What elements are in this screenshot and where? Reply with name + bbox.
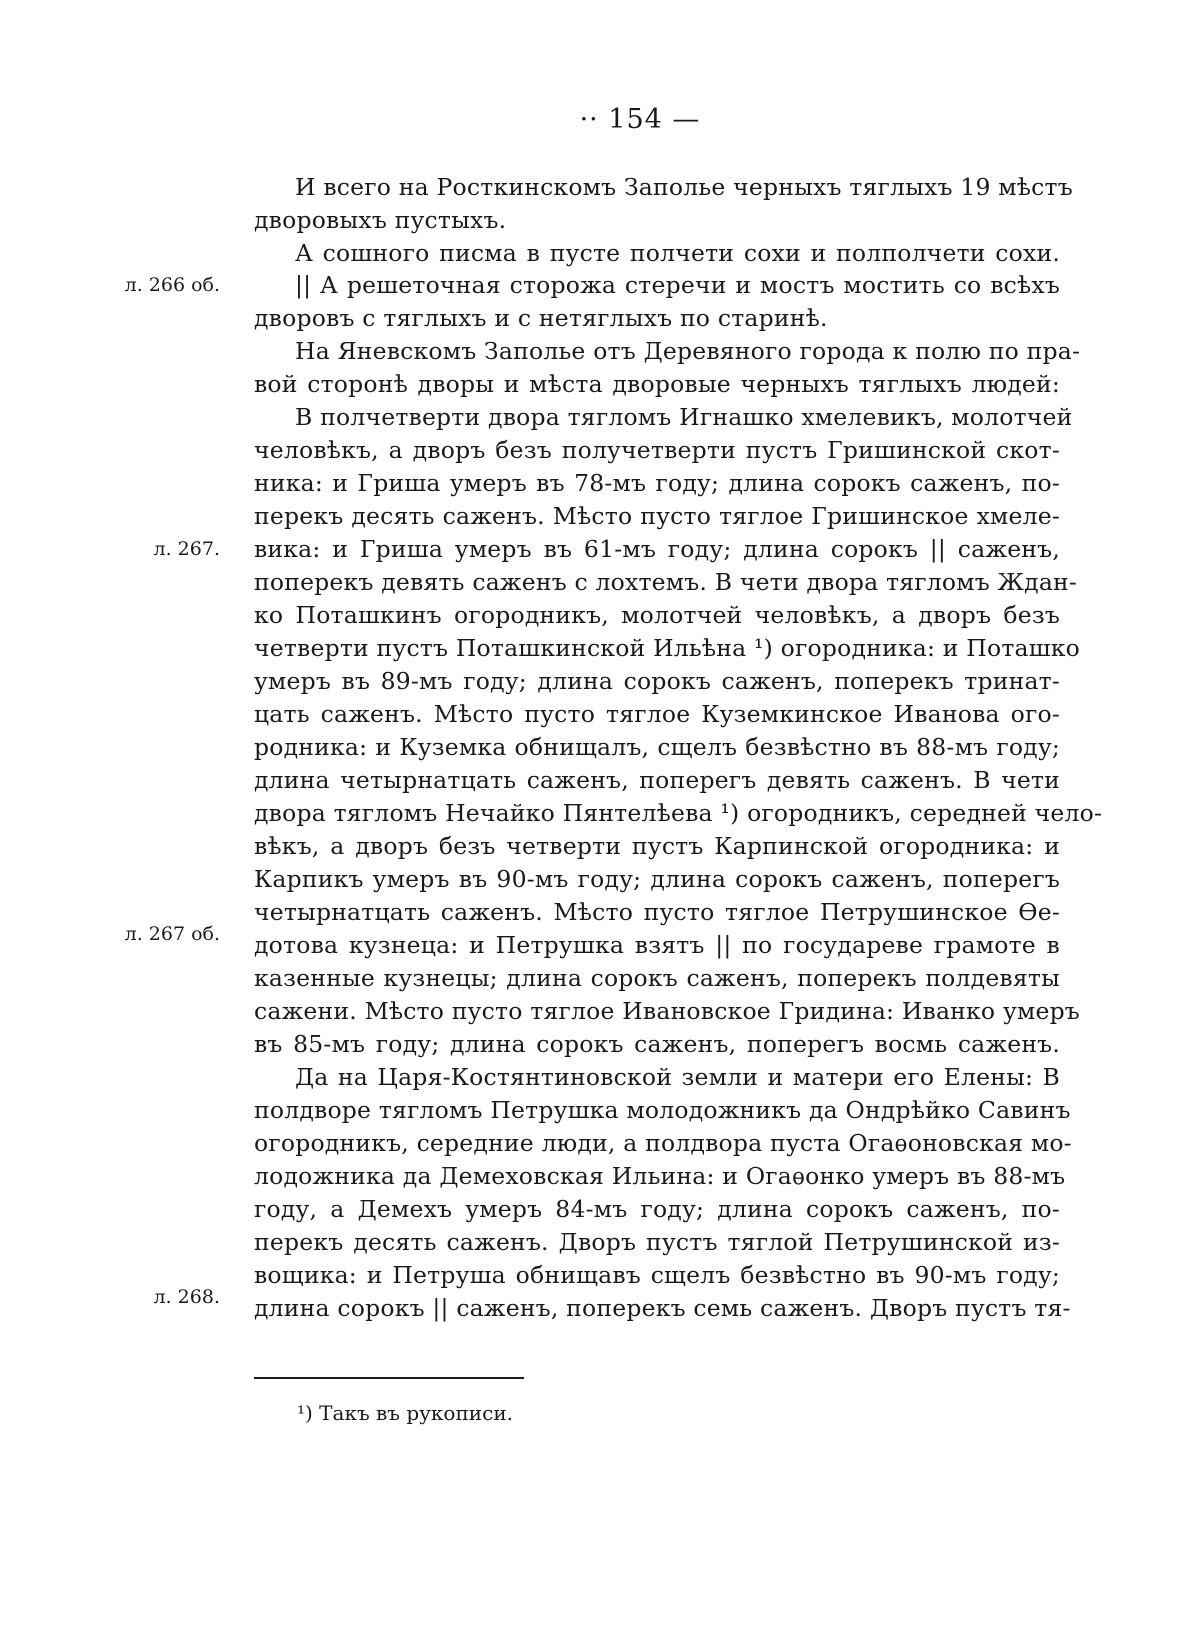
margin-note-folio: л. 268.: [153, 1286, 220, 1308]
text-line: цать саженъ. Мѣсто пусто тяглое Куземкинское Иванова ого-: [254, 700, 1060, 728]
text-line: четверти пустъ Поташкинской Ильѣна ¹) огородника: и Поташко: [254, 634, 1081, 662]
text-line: перекъ десять саженъ. Дворъ пустъ тяглой Петрушинской из-: [254, 1228, 1060, 1256]
text-line: году, а Демехъ умеръ 84-мъ году; длина сорокъ саженъ, по-: [254, 1195, 1060, 1223]
text-line: въ 85-мъ году; длина сорокъ саженъ, поперегъ восмь саженъ.: [254, 1030, 1060, 1058]
text-line: || А решеточная сторожа стеречи и мостъ мостить со всѣхъ: [295, 271, 1060, 299]
text-line: лодожника да Демеховская Ильина: и Огаѳонко умеръ въ 88-мъ: [254, 1162, 1066, 1190]
text-line: На Яневскомъ Заполье отъ Деревяного города к полю по пра-: [295, 337, 1081, 365]
text-line: Карпикъ умеръ въ 90-мъ году; длина сорокъ саженъ, поперегъ: [254, 865, 1060, 893]
text-line: И всего на Росткинскомъ Заполье черныхъ тяглыхъ 19 мѣстъ: [295, 173, 1073, 201]
text-line: двора тягломъ Нечайко Пянтелѣева ¹) огородникъ, середней чело-: [254, 799, 1103, 827]
text-line: поперекъ девять саженъ с лохтемъ. В чети двора тягломъ Ждан-: [254, 568, 1078, 596]
text-line: В полчетверти двора тягломъ Игнашко хмелевикъ, молотчей: [295, 403, 1073, 431]
text-line: ника: и Гриша умеръ въ 78-мъ году; длина сорокъ саженъ, по-: [254, 469, 1060, 497]
text-line: длина четырнатцать саженъ, поперегъ девять саженъ. В чети: [254, 766, 1060, 794]
text-line: дворовыхъ пустыхъ.: [254, 206, 507, 234]
text-line: дотова кузнеца: и Петрушка взятъ || по государеве грамоте в: [254, 931, 1060, 959]
margin-note-folio: л. 267 об.: [124, 923, 220, 945]
text-line: сажени. Мѣсто пусто тяглое Ивановское Гридина: Иванко умеръ: [254, 997, 1080, 1025]
text-line: дворовъ с тяглыхъ и с нетяглыхъ по старинѣ.: [254, 304, 828, 332]
text-line: перекъ десять саженъ. Мѣсто пусто тяглое Гришинское хмеле-: [254, 502, 1060, 530]
text-line: вой сторонѣ дворы и мѣста дворовые черныхъ тяглыхъ людей:: [254, 370, 1060, 398]
text-line: А сошного писма в пусте полчети сохи и полполчети сохи.: [295, 239, 1060, 267]
text-line: казенные кузнецы; длина сорокъ саженъ, поперекъ полдевяты: [254, 964, 1060, 992]
text-line: человѣкъ, а дворъ безъ получетверти пустъ Гришинской скот-: [254, 436, 1060, 464]
text-line: вощика: и Петруша обнищавъ сщелъ безвѣстно въ 90-мъ году;: [254, 1261, 1060, 1289]
text-line: Да на Царя-Костянтиновской земли и матери его Елены: В: [295, 1063, 1060, 1091]
text-line: вѣкъ, а дворъ безъ четверти пустъ Карпинской огородника: и: [254, 832, 1060, 860]
text-line: ко Поташкинъ огородникъ, молотчей человѣкъ, а дворъ безъ: [254, 601, 1060, 629]
text-line: огородникъ, середние люди, а полдвора пуста Огаѳоновская мо-: [254, 1129, 1072, 1157]
text-line: вика: и Гриша умеръ въ 61-мъ году; длина сорокъ || саженъ,: [254, 535, 1060, 563]
footnote: ¹) Такъ въ рукописи.: [297, 1401, 514, 1425]
page-number: ·· 154 —: [579, 104, 701, 135]
text-line: родника: и Куземка обнищалъ, сщелъ безвѣстно въ 88-мъ году;: [254, 733, 1060, 761]
text-line: четырнатцать саженъ. Мѣсто пусто тяглое Петрушинское Ѳе-: [254, 898, 1060, 926]
text-line: длина сорокъ || саженъ, поперекъ семь саженъ. Дворъ пустъ тя-: [254, 1294, 1071, 1322]
margin-note-folio: л. 267.: [153, 538, 220, 560]
text-line: полдворе тягломъ Петрушка молодожникъ да Ондрѣйко Савинъ: [254, 1096, 1071, 1124]
footnote-divider: [254, 1377, 524, 1379]
margin-note-folio: л. 266 об.: [124, 274, 220, 296]
text-line: умеръ въ 89-мъ году; длина сорокъ саженъ, поперекъ тринат-: [254, 667, 1060, 695]
